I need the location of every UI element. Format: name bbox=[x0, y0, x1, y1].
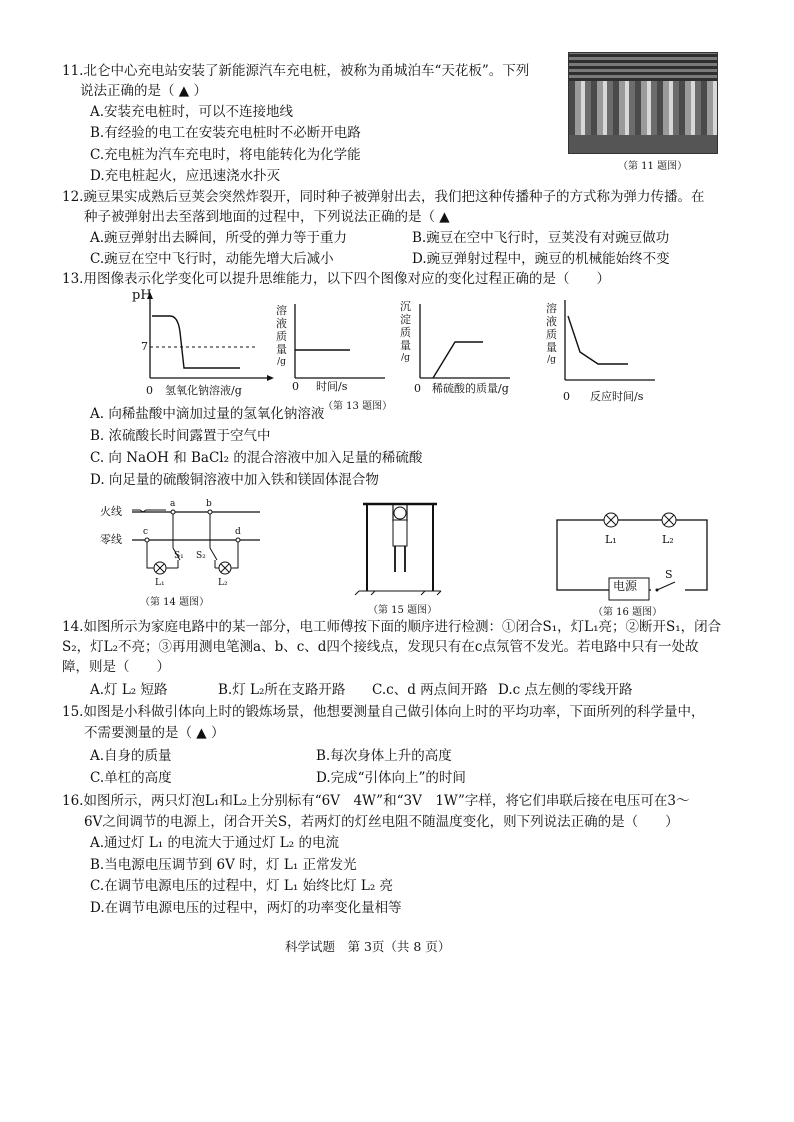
fig14-switch-s2: S₂ bbox=[196, 551, 206, 561]
graph4-y-char: /g bbox=[547, 355, 556, 365]
graph1-ph-curve bbox=[130, 292, 280, 392]
graph2-x-label: 时间/s bbox=[316, 380, 348, 393]
q14-option-c: C.c、d 两点间开路 bbox=[372, 682, 488, 698]
fig15-pullup-scene bbox=[355, 496, 445, 596]
fig14-point-d: d bbox=[235, 527, 241, 537]
q15-stem-line2: 不需要测量的是（ ▲ ） bbox=[84, 725, 225, 741]
q14-stem-line3: 障，则是（ ） bbox=[62, 659, 170, 675]
q12-option-a: A.豌豆弹射出去瞬间，所受的弹力等于重力 bbox=[90, 230, 348, 246]
q11-option-a: A.安装充电桩时，可以不连接地线 bbox=[90, 104, 294, 120]
q13-stem: 13.用图像表示化学变化可以提升思维能力，以下四个图像对应的变化过程正确的是（ ） bbox=[62, 271, 610, 287]
q15-stem-line1: 15.如图是小科做引体向上时的锻炼场景，他想要测量自己做引体向上时的平均功率，下面所列的科学量中， bbox=[62, 704, 705, 720]
graph4-y-char: 液 bbox=[546, 315, 557, 328]
graph3-x-label: 稀硫酸的质量/g bbox=[432, 382, 509, 395]
graph3-y-char: 沉 bbox=[400, 300, 411, 313]
q11-option-d: D.充电桩起火，应迅速浇水扑灭 bbox=[90, 168, 281, 184]
graph4-origin: 0 bbox=[563, 390, 570, 403]
q15-option-b: B.每次身体上升的高度 bbox=[316, 748, 452, 764]
q11-option-c: C.充电桩为汽车充电时，将电能转化为化学能 bbox=[90, 147, 361, 163]
q12-option-d: D.豌豆弹射过程中，豌豆的机械能始终不变 bbox=[412, 251, 670, 267]
fig16-caption: （第 16 题图） bbox=[593, 607, 663, 618]
page-footer: 科学试题 第 3页（共 8 页） bbox=[285, 939, 451, 954]
graph2-y-char: 溶 bbox=[276, 304, 287, 317]
q13-option-c: C. 向 NaOH 和 BaCl₂ 的混合溶液中加入足量的稀硫酸 bbox=[90, 450, 423, 466]
fig13-caption: （第 13 题图） bbox=[323, 401, 393, 412]
graph2-origin: 0 bbox=[292, 380, 299, 393]
q11-stem-line2: 说法正确的是（ ▲ ） bbox=[80, 83, 207, 99]
charging-station-photo bbox=[568, 52, 718, 154]
fig16-lamp-l1: L₁ bbox=[605, 533, 617, 546]
fig14-point-b: b bbox=[206, 499, 212, 509]
q12-option-b: B.豌豆在空中飞行时，豆荚没有对豌豆做功 bbox=[412, 230, 670, 246]
q16-option-c: C.在调节电源电压的过程中，灯 L₁ 始终比灯 L₂ 亮 bbox=[90, 878, 394, 894]
q12-option-c: C.豌豆在空中飞行时，动能先增大后减小 bbox=[90, 251, 334, 267]
q14-option-a: A.灯 L₂ 短路 bbox=[90, 682, 168, 698]
graph2-y-char: 液 bbox=[276, 317, 287, 330]
graph2-y-label bbox=[275, 304, 288, 369]
fig16-power-source: 电源 bbox=[613, 579, 638, 593]
graph4-solution-mass bbox=[560, 300, 670, 388]
graph3-y-char: /g bbox=[401, 353, 410, 363]
q14-stem-line1: 14.如图所示为家庭电路中的某一部分，电工师傅按下面的顺序进行检测：①闭合S₁，灯L₁亮；②断开S₁，闭合 bbox=[62, 619, 722, 635]
fig16-switch-s: S bbox=[665, 568, 673, 581]
fig14-lamp-l2: L₂ bbox=[218, 578, 228, 588]
graph3-precipitate-mass bbox=[415, 304, 525, 384]
q13-option-a: A. 向稀盐酸中滴加过量的氢氧化钠溶液 bbox=[90, 406, 325, 422]
q14-option-d: D.c 点左侧的零线开路 bbox=[498, 682, 633, 698]
graph2-y-char: 质 bbox=[276, 330, 287, 343]
fig14-switch-s1: S₁ bbox=[174, 551, 184, 561]
q11-option-b: B.有经验的电工在安装充电桩时不必断开电路 bbox=[90, 125, 361, 141]
fig11-caption: （第 11 题图） bbox=[618, 161, 688, 172]
q13-option-b: B. 浓硫酸长时间露置于空气中 bbox=[90, 428, 271, 444]
fig14-neutral-wire-label: 零线 bbox=[100, 533, 122, 546]
graph4-y-char: 溶 bbox=[546, 302, 557, 315]
graph3-y-char: 量 bbox=[400, 339, 411, 352]
fig14-point-c: c bbox=[143, 527, 149, 537]
graph3-y-char: 质 bbox=[400, 326, 411, 339]
graph1-tick-7: 7 bbox=[141, 340, 148, 353]
graph4-x-label: 反应时间/s bbox=[590, 390, 644, 403]
q16-option-b: B.当电源电压调节到 6V 时，灯 L₁ 正常发光 bbox=[90, 857, 357, 873]
q14-stem-line2: S₂，灯L₂不亮；③再用测电笔测a、b、c、d四个接线点，发现只有在c点氖管不发光。若电路中只有一处故 bbox=[62, 639, 699, 655]
graph2-solution-mass bbox=[290, 304, 400, 384]
q12-stem-line1: 12.豌豆果实成熟后豆荚会突然炸裂开，同时种子被弹射出去，我们把这种传播种子的方式称为弹力传播。在 bbox=[62, 189, 705, 205]
q13-option-d: D. 向足量的硫酸铜溶液中加入铁和镁固体混合物 bbox=[90, 472, 379, 488]
q15-option-a: A.自身的质量 bbox=[90, 748, 172, 764]
q16-stem-line2: 6V之间调节的电源上，闭合开关S，若两灯的灯丝电阻不随温度变化，则下列说法正确的是（ ） bbox=[84, 814, 679, 830]
graph2-y-char: 量 bbox=[276, 343, 287, 356]
graph1-origin: 0 bbox=[146, 384, 153, 397]
q15-option-d: D.完成“引体向上”的时间 bbox=[316, 770, 466, 786]
fig14-live-wire-label: 火线 bbox=[100, 505, 122, 518]
q14-option-b: B.灯 L₂所在支路开路 bbox=[218, 682, 346, 698]
q16-stem-line1: 16.如图所示，两只灯泡L₁和L₂上分别标有“6V 4W”和“3V 1W”字样，将它们串联后接在电压可在3～ bbox=[62, 793, 690, 809]
fig14-lamp-l1: L₁ bbox=[155, 578, 165, 588]
fig14-point-a: a bbox=[170, 499, 176, 509]
graph1-x-label: 氢氧化钠溶液/g bbox=[165, 384, 242, 397]
graph3-origin: 0 bbox=[414, 382, 421, 395]
graph3-y-char: 淀 bbox=[400, 313, 411, 326]
q15-option-c: C.单杠的高度 bbox=[90, 770, 172, 786]
fig16-lamp-l2: L₂ bbox=[662, 533, 674, 546]
fig15-caption: （第 15 题图） bbox=[368, 605, 438, 616]
graph1-y-label: pH bbox=[132, 288, 152, 303]
q16-option-d: D.在调节电源电压的过程中，两灯的功率变化量相等 bbox=[90, 900, 402, 916]
graph4-y-label bbox=[545, 302, 558, 367]
graph4-y-char: 质 bbox=[546, 328, 557, 341]
graph4-y-char: 量 bbox=[546, 341, 557, 354]
graph3-y-label bbox=[399, 300, 412, 365]
fig14-household-circuit bbox=[100, 500, 270, 600]
fig14-caption: （第 14 题图） bbox=[140, 597, 210, 608]
graph2-y-char: /g bbox=[277, 357, 286, 367]
q11-stem-line1: 11.北仑中心充电站安装了新能源汽车充电桩，被称为甬城泊车“天花板”。下列 bbox=[62, 63, 530, 79]
q12-stem-line2: 种子被弹射出去至落到地面的过程中，下列说法正确的是（ ▲ bbox=[84, 209, 450, 225]
q16-option-a: A.通过灯 L₁ 的电流大于通过灯 L₂ 的电流 bbox=[90, 835, 339, 851]
